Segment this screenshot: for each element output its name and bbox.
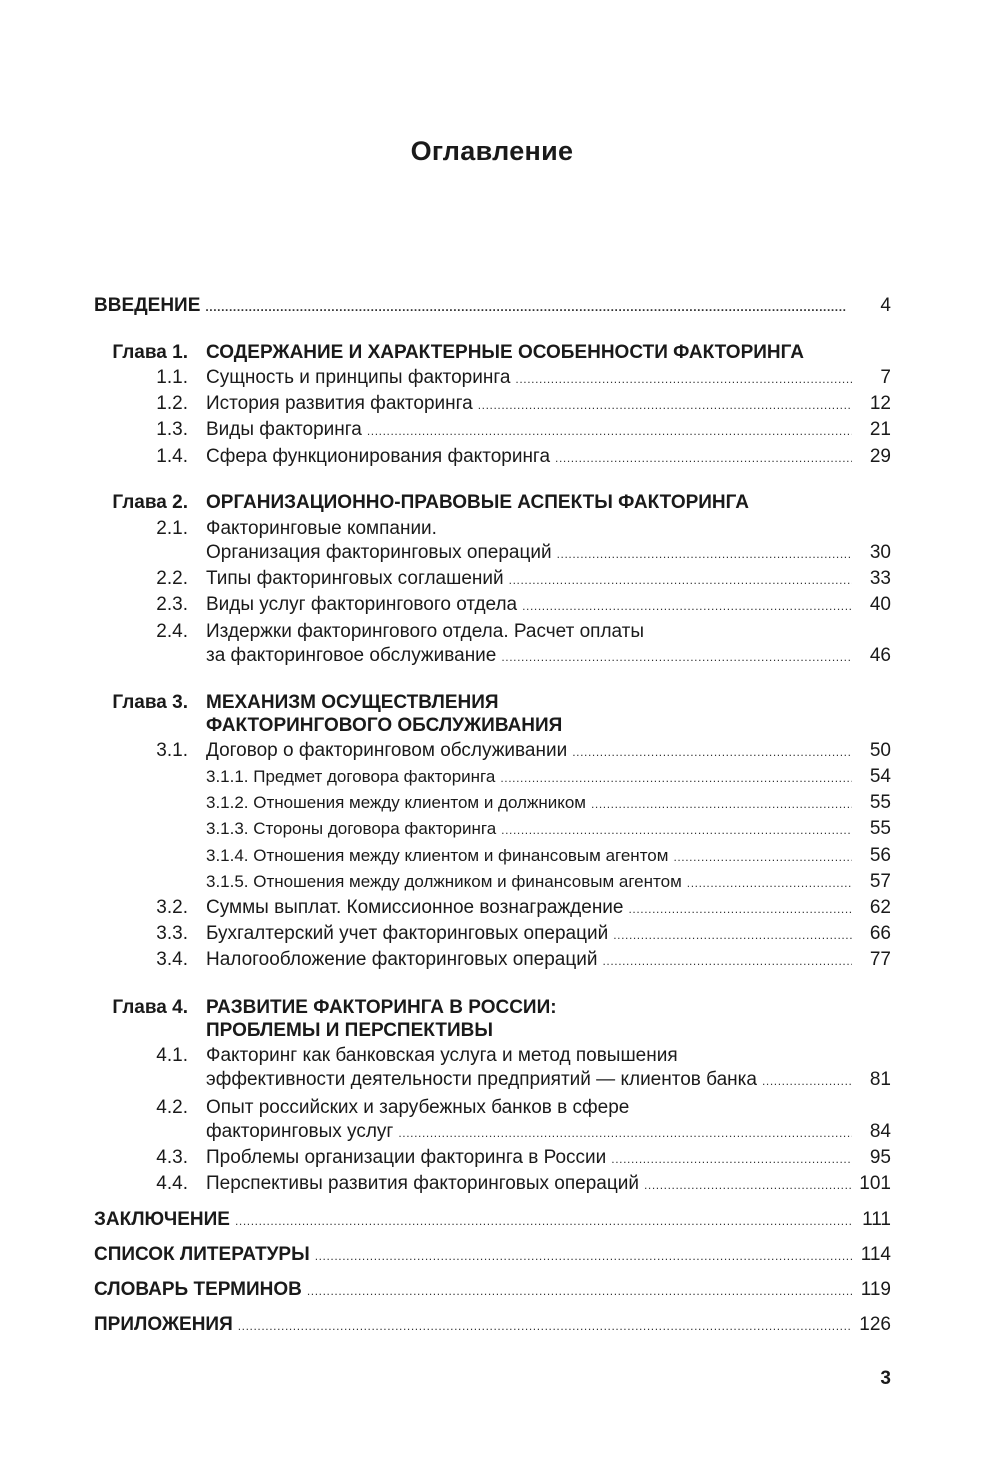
section-title: Сущность и принципы факторинга bbox=[206, 367, 511, 388]
page-ref: 84 bbox=[869, 1121, 891, 1142]
section-number: 1.1. bbox=[156, 367, 188, 388]
section-number: 3.4. bbox=[156, 949, 188, 970]
page-ref: 7 bbox=[880, 367, 891, 388]
page-ref: 55 bbox=[869, 818, 891, 839]
toc-entry-section[interactable] bbox=[0, 738, 1000, 764]
dot-leader bbox=[629, 896, 853, 922]
page-ref: 55 bbox=[869, 792, 891, 813]
toc-entry-bibliography[interactable] bbox=[0, 1242, 1000, 1268]
dot-leader bbox=[315, 1243, 852, 1269]
section-title: Факторинговые компании. bbox=[206, 518, 437, 539]
toc-entry-introduction[interactable] bbox=[0, 293, 1000, 319]
section-number: 4.1. bbox=[156, 1045, 188, 1066]
page-ref: 81 bbox=[869, 1069, 891, 1090]
section-title: Издержки факторингового отдела. Расчет оплаты bbox=[206, 621, 645, 642]
chapter-title: СОДЕРЖАНИЕ И ХАРАКТЕРНЫЕ ОСОБЕННОСТИ ФАКТОРИНГА bbox=[206, 342, 804, 363]
section-title: Организация факторинговых операций bbox=[206, 542, 552, 563]
toc-entry-subsection[interactable] bbox=[0, 790, 1000, 816]
page-ref: 40 bbox=[869, 594, 891, 615]
toc-entry-section-continued[interactable] bbox=[0, 540, 1000, 566]
dot-leader bbox=[509, 567, 852, 593]
section-title: Виды услуг факторингового отдела bbox=[206, 594, 518, 615]
subsection-title: 3.1.5. Отношения между должником и финансовым агентом bbox=[206, 872, 682, 891]
toc-entry-section[interactable] bbox=[0, 444, 1000, 470]
toc-entry-section[interactable] bbox=[0, 1095, 1000, 1121]
dot-leader bbox=[205, 294, 846, 320]
page-ref: 30 bbox=[869, 542, 891, 563]
dot-leader bbox=[611, 1146, 852, 1172]
dot-leader bbox=[501, 817, 852, 843]
section-title: Налогообложение факторинговых операций bbox=[206, 949, 598, 970]
page-ref: 126 bbox=[859, 1314, 891, 1335]
dot-leader bbox=[367, 418, 852, 444]
toc-entry-subsection[interactable] bbox=[0, 869, 1000, 895]
section-number: 3.3. bbox=[156, 923, 188, 944]
section-number: 1.3. bbox=[156, 419, 188, 440]
dot-leader bbox=[501, 644, 852, 670]
toc-entry-section[interactable] bbox=[0, 619, 1000, 645]
toc-entry-section[interactable] bbox=[0, 365, 1000, 391]
section-number: 4.2. bbox=[156, 1097, 188, 1118]
toc-entry-section[interactable] bbox=[0, 921, 1000, 947]
chapter-heading-continued[interactable] bbox=[0, 713, 1000, 739]
section-title: Перспективы развития факторинговых операций bbox=[206, 1173, 639, 1194]
section-title: Проблемы организации факторинга в России bbox=[206, 1147, 607, 1168]
toc-entry-section[interactable] bbox=[0, 566, 1000, 592]
page-ref: 54 bbox=[869, 766, 891, 787]
toc-entry-section[interactable] bbox=[0, 1043, 1000, 1069]
page-ref: 119 bbox=[860, 1279, 891, 1300]
section-number: 3.2. bbox=[156, 897, 188, 918]
chapter-title: РАЗВИТИЕ ФАКТОРИНГА В РОССИИ: bbox=[206, 997, 557, 1018]
toc-entry-subsection[interactable] bbox=[0, 764, 1000, 790]
toc-entry-section-continued[interactable] bbox=[0, 643, 1000, 669]
page-ref: 29 bbox=[869, 446, 891, 467]
dot-leader bbox=[500, 765, 852, 791]
chapter-label: Глава 2. bbox=[112, 492, 188, 513]
dot-leader bbox=[478, 392, 852, 418]
section-number: 1.4. bbox=[156, 446, 188, 467]
page-ref: 66 bbox=[869, 923, 891, 944]
page-ref: 46 bbox=[869, 645, 891, 666]
dot-leader bbox=[557, 541, 852, 567]
chapter-title: ОРГАНИЗАЦИОННО-ПРАВОВЫЕ АСПЕКТЫ ФАКТОРИНГА bbox=[206, 492, 749, 513]
toc-entry-section-continued[interactable] bbox=[0, 1067, 1000, 1093]
section-title: Факторинг как банковская услуга и метод повышения bbox=[206, 1045, 678, 1066]
chapter-label: Глава 4. bbox=[112, 997, 188, 1018]
page-title: Оглавление bbox=[410, 136, 574, 166]
toc-entry-section[interactable] bbox=[0, 1171, 1000, 1197]
section-title: Виды факторинга bbox=[206, 419, 362, 440]
chapter-heading[interactable] bbox=[0, 340, 1000, 366]
chapter-title: ПРОБЛЕМЫ И ПЕРСПЕКТИВЫ bbox=[206, 1020, 493, 1041]
chapter-title: МЕХАНИЗМ ОСУЩЕСТВЛЕНИЯ bbox=[206, 692, 499, 713]
section-title: Суммы выплат. Комиссионное вознаграждение bbox=[206, 897, 624, 918]
section-title: Бухгалтерский учет факторинговых операций bbox=[206, 923, 609, 944]
dot-leader bbox=[307, 1278, 852, 1304]
toc-entry-conclusion[interactable] bbox=[0, 1207, 1000, 1233]
toc-entry-subsection[interactable] bbox=[0, 816, 1000, 842]
back-matter-label: ПРИЛОЖЕНИЯ bbox=[94, 1314, 233, 1335]
page-ref: 12 bbox=[869, 393, 891, 414]
back-matter-label: СЛОВАРЬ ТЕРМИНОВ bbox=[94, 1279, 302, 1300]
section-number: 2.1. bbox=[156, 518, 188, 539]
section-number: 2.3. bbox=[156, 594, 188, 615]
toc-entry-appendices[interactable] bbox=[0, 1312, 1000, 1338]
dot-leader bbox=[687, 870, 852, 896]
back-matter-label: ЗАКЛЮЧЕНИЕ bbox=[94, 1209, 230, 1230]
section-number: 4.4. bbox=[156, 1173, 188, 1194]
toc-entry-subsection[interactable] bbox=[0, 843, 1000, 869]
dot-leader bbox=[235, 1208, 852, 1234]
section-number: 2.4. bbox=[156, 621, 188, 642]
section-title: за факторинговое обслуживание bbox=[206, 645, 497, 666]
page-ref: 33 bbox=[869, 568, 891, 589]
section-title: Типы факторинговых соглашений bbox=[206, 568, 504, 589]
dot-leader bbox=[522, 593, 852, 619]
dot-leader bbox=[644, 1172, 852, 1198]
toc-entry-section[interactable] bbox=[0, 417, 1000, 443]
toc-entry-section[interactable] bbox=[0, 895, 1000, 921]
toc-entry-section[interactable] bbox=[0, 1145, 1000, 1171]
section-title: эффективности деятельности предприятий — клиентов банка bbox=[206, 1069, 757, 1090]
chapter-heading-continued[interactable] bbox=[0, 1018, 1000, 1044]
back-matter-label: СПИСОК ЛИТЕРАТУРЫ bbox=[94, 1244, 310, 1265]
toc-entry-section[interactable] bbox=[0, 516, 1000, 542]
dot-leader bbox=[613, 922, 852, 948]
page-ref: 114 bbox=[860, 1244, 891, 1265]
chapter-heading[interactable] bbox=[0, 490, 1000, 516]
toc-entry-section[interactable] bbox=[0, 947, 1000, 973]
dot-leader bbox=[762, 1068, 852, 1094]
page-ref: 4 bbox=[880, 295, 891, 316]
subsection-title: 3.1.4. Отношения между клиентом и финансовым агентом bbox=[206, 846, 669, 865]
chapter-title: ФАКТОРИНГОВОГО ОБСЛУЖИВАНИЯ bbox=[206, 715, 563, 736]
page-ref: 50 bbox=[869, 740, 891, 761]
dot-leader bbox=[238, 1313, 852, 1339]
dot-leader bbox=[673, 844, 852, 870]
subsection-title: 3.1.1. Предмет договора факторинга bbox=[206, 767, 496, 786]
page-ref: 62 bbox=[869, 897, 891, 918]
page-ref: 101 bbox=[859, 1173, 891, 1194]
dot-leader bbox=[572, 739, 852, 765]
section-number: 1.2. bbox=[156, 393, 188, 414]
toc-entry-section[interactable] bbox=[0, 592, 1000, 618]
subsection-title: 3.1.2. Отношения между клиентом и должником bbox=[206, 793, 586, 812]
page-ref: 77 bbox=[869, 949, 891, 970]
subsection-title: 3.1.3. Стороны договора факторинга bbox=[206, 819, 497, 838]
intro-label: ВВЕДЕНИЕ bbox=[94, 295, 201, 316]
page-ref: 95 bbox=[869, 1147, 891, 1168]
chapter-label: Глава 3. bbox=[112, 692, 188, 713]
dot-leader bbox=[591, 791, 852, 817]
section-number: 4.3. bbox=[156, 1147, 188, 1168]
section-title: Сфера функционирования факторинга bbox=[206, 446, 551, 467]
page-ref: 111 bbox=[862, 1209, 891, 1230]
page-ref: 21 bbox=[869, 419, 891, 440]
dot-leader bbox=[602, 948, 852, 974]
section-title: факторинговых услуг bbox=[206, 1121, 394, 1142]
page-ref: 56 bbox=[869, 845, 891, 866]
dot-leader bbox=[515, 366, 852, 392]
dot-leader bbox=[555, 445, 852, 471]
page-ref: 57 bbox=[869, 871, 891, 892]
dot-leader bbox=[398, 1120, 852, 1146]
section-title: История развития факторинга bbox=[206, 393, 473, 414]
toc-entry-section-continued[interactable] bbox=[0, 1119, 1000, 1145]
section-title: Договор о факторинговом обслуживании bbox=[206, 740, 568, 761]
toc-entry-section[interactable] bbox=[0, 391, 1000, 417]
section-title: Опыт российских и зарубежных банков в сфере bbox=[206, 1097, 630, 1118]
page-number: 3 bbox=[880, 1368, 891, 1389]
section-number: 3.1. bbox=[156, 740, 188, 761]
section-number: 2.2. bbox=[156, 568, 188, 589]
toc-entry-glossary[interactable] bbox=[0, 1277, 1000, 1303]
chapter-label: Глава 1. bbox=[112, 342, 188, 363]
